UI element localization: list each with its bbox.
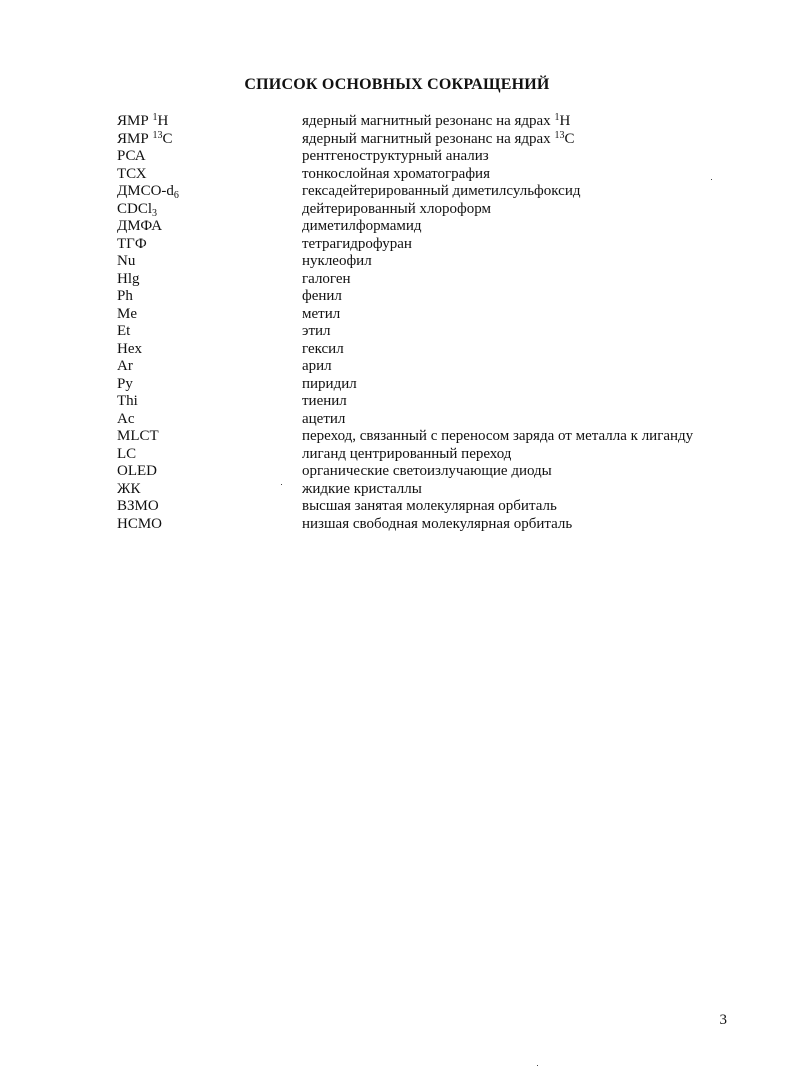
abbreviation-term: Thi [117,393,138,409]
abbreviation-row [117,288,737,306]
abbreviation-row [117,376,737,394]
abbreviation-row [117,446,737,464]
abbreviation-row [117,271,737,289]
abbreviation-row [117,148,737,166]
abbreviation-row-dmso [117,183,737,201]
abbreviation-definition: гексил [302,340,344,357]
abbreviation-term: CDCl$_3$ [117,200,158,219]
abbreviation-term: Ar [117,358,133,374]
page-title: СПИСОК ОСНОВНЫХ СОКРАЩЕНИЙ [244,76,550,93]
abbreviation-term: ТСХ [117,165,147,182]
abbreviation-definition: пиридил [302,375,357,392]
scan-speck [281,484,282,485]
page-number: 3 [719,1012,727,1028]
abbreviation-definition: тонкослойная хроматография [302,165,490,182]
abbreviation-term: Ph [117,288,133,304]
abbreviation-row [117,166,737,184]
abbreviation-term: Py [117,375,133,392]
abbreviation-definition: дейтерированный хлороформ [302,200,491,217]
abbreviation-definition: переход, связанный с переносом заряда от металла к лиганду [302,428,694,444]
abbreviation-definition: тиенил [302,393,347,409]
abbreviation-definition: высшая занятая молекулярная орбиталь [302,498,557,514]
abbreviation-term: ЯМР $^1$H [117,112,169,129]
abbreviation-row [117,481,737,499]
abbreviation-term: ЯМР $^{13}$C [117,129,173,147]
abbreviation-definition: низшая свободная молекулярная орбиталь [302,515,573,532]
abbreviation-row [117,218,737,236]
abbreviation-definition: диметилформамид [302,218,422,234]
abbreviation-row [117,358,737,376]
abbreviation-term: Et [117,323,131,339]
abbreviation-term: ЖК [117,480,141,497]
abbreviation-definition: фенил [302,288,342,304]
abbreviation-definition: этил [302,323,331,339]
abbreviation-definition: органические светоизлучающие диоды [302,463,552,479]
abbreviation-definition: ядерный магнитный резонанс на ядрах $^{13}$C [302,129,575,147]
abbreviation-definition: ядерный магнитный резонанс на ядрах $^1$H [302,112,571,129]
abbreviation-row [117,306,737,324]
abbreviation-definition: арил [302,358,332,374]
abbreviation-row-cdcl3 [117,201,737,219]
scan-speck [711,179,712,180]
abbreviation-row [117,253,737,271]
abbreviation-row [117,428,737,446]
abbreviation-definition: метил [302,305,341,322]
abbreviation-row [117,341,737,359]
abbreviation-term: Ac [117,410,135,427]
abbreviation-term: Me [117,305,137,322]
abbreviation-row [117,393,737,411]
abbreviation-term: ВЗМО [117,498,159,514]
abbreviation-term: ДМФА [117,218,163,234]
abbreviation-term: OLED [117,463,157,479]
abbreviation-term: Hlg [117,270,140,287]
abbreviation-definition: гексадейтерированный диметилсульфоксид [302,183,581,199]
abbreviation-term: ДМСО-$d_6$ [117,183,179,201]
abbreviation-row [117,323,737,341]
abbreviation-term: Nu [117,253,136,269]
abbreviation-row-nmr-13c [117,131,737,149]
abbreviation-row [117,498,737,516]
abbreviation-row [117,236,737,254]
abbreviation-row [117,516,737,534]
abbreviation-term: Hex [117,340,142,357]
abbreviation-term: LC [117,445,137,462]
abbreviation-list [117,113,737,533]
abbreviation-definition: лиганд центрированный переход [302,445,512,462]
abbreviation-term: НСМО [117,515,163,532]
abbreviation-row-nmr-1h [117,113,737,131]
abbreviation-definition: рентгеноструктурный анализ [302,148,489,164]
abbreviation-definition: ацетил [302,410,346,427]
abbreviation-row [117,463,737,481]
abbreviation-term: РСА [117,148,146,164]
abbreviation-definition: галоген [302,270,351,287]
abbreviation-definition: тетрагидрофуран [302,235,412,252]
abbreviation-definition: нуклеофил [302,253,372,269]
abbreviation-row [117,411,737,429]
abbreviation-term: MLCT [117,428,159,444]
scan-speck [537,1065,538,1066]
abbreviation-term: ТГФ [117,235,147,252]
abbreviation-definition: жидкие кристаллы [302,480,422,497]
